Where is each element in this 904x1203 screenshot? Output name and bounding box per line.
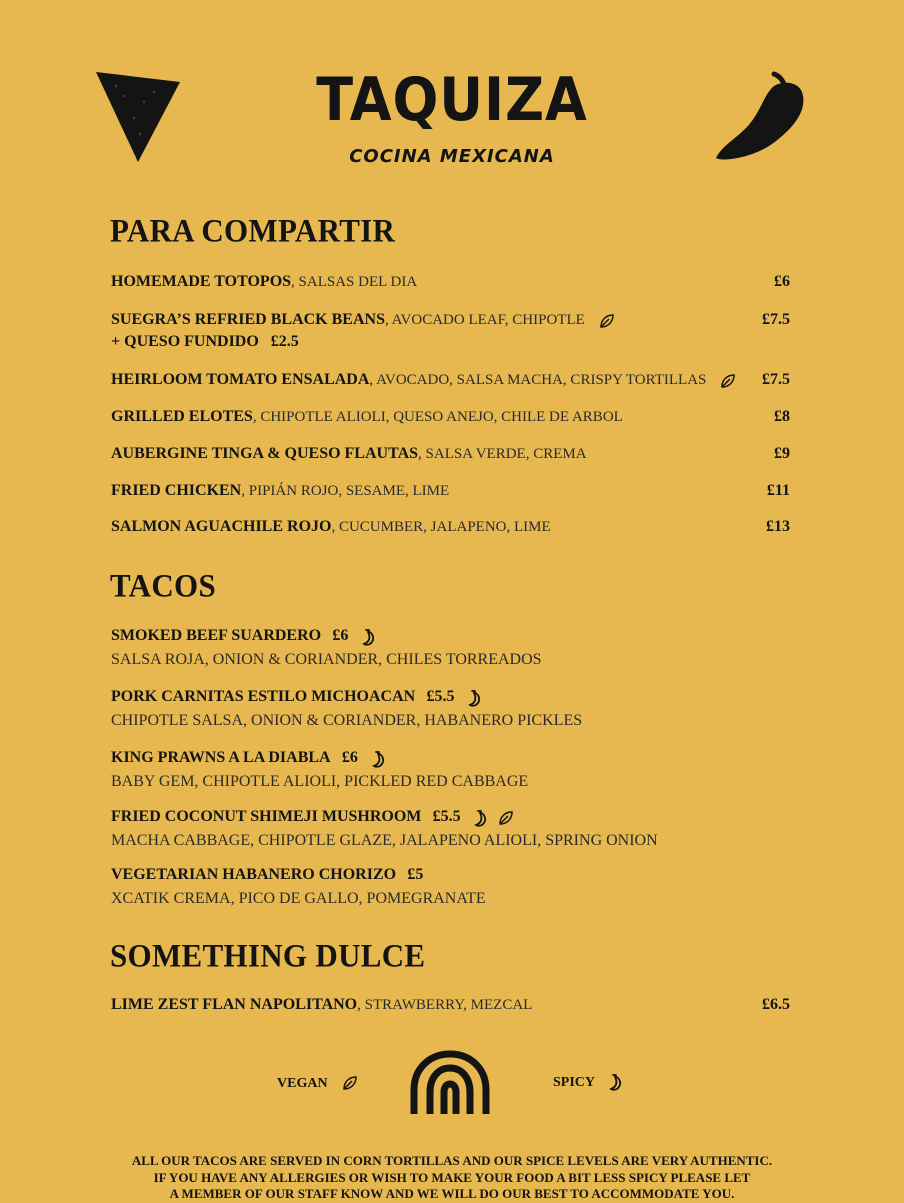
brand-tagline: COCINA MEXICANA (349, 146, 555, 167)
arch-logo-icon (408, 1050, 492, 1114)
item-extra-text: + QUESO FUNDIDO £2.5 (111, 333, 299, 350)
taco-name: SMOKED BEEF SUARDERO (111, 627, 322, 644)
item-price: £7.5 (762, 371, 790, 388)
leaf-icon (342, 1075, 358, 1091)
item-desc: , SALSA VERDE, CREMA (418, 446, 587, 462)
menu-item (111, 371, 736, 389)
legend-spicy-label: SPICY (553, 1075, 596, 1090)
taco-desc: XCATIK CREMA, PICO DE GALLO, POMEGRANATE (111, 890, 486, 907)
taco-item (111, 808, 514, 827)
taco-price: £5 (407, 866, 424, 883)
menu-item (111, 445, 587, 463)
menu-item (111, 408, 623, 426)
footer-notice (0, 1153, 904, 1203)
taco-name: KING PRAWNS A LA DIABLA (111, 749, 331, 766)
taco-desc: BABY GEM, CHIPOTLE ALIOLI, PICKLED RED CABBAGE (111, 773, 529, 790)
item-price: £13 (766, 518, 790, 535)
taco-item (111, 688, 484, 707)
item-name: HOMEMADE TOTOPOS (111, 273, 292, 290)
item-price: £6.5 (762, 996, 790, 1013)
chili-icon (474, 809, 490, 827)
item-price: £9 (774, 445, 790, 462)
footer-line: ALL OUR TACOS ARE SERVED IN CORN TORTILLAS AND OUR SPICE LEVELS ARE VERY AUTHENTIC. (131, 1153, 773, 1168)
taco-item (111, 749, 388, 768)
chili-icon (468, 689, 484, 707)
taco-item (111, 866, 423, 884)
item-desc: , AVOCADO LEAF, CHIPOTLE (384, 312, 585, 328)
item-name: GRILLED ELOTES (111, 408, 253, 425)
taco-desc-row (111, 890, 486, 908)
item-name: SUEGRA’S REFRIED BLACK BEANS (111, 311, 385, 328)
taco-price: £5.5 (432, 808, 461, 825)
taco-desc-row (111, 712, 582, 730)
menu-item (111, 273, 417, 291)
item-price: £8 (774, 408, 790, 425)
chili-icon (372, 750, 388, 768)
item-price: £11 (766, 482, 790, 499)
taco-desc-row (111, 651, 542, 669)
section-title-tacos: TACOS (110, 567, 217, 604)
item-name: LIME ZEST FLAN NAPOLITANO (111, 996, 358, 1013)
taco-desc: MACHA CABBAGE, CHIPOTLE GLAZE, JALAPENO ALIOLI, SPRING ONION (111, 832, 658, 849)
chili-icon (362, 628, 378, 646)
legend-spicy (553, 1073, 625, 1091)
taco-name: FRIED COCONUT SHIMEJI MUSHROOM (111, 808, 422, 825)
menu-item (111, 996, 532, 1014)
taco-desc: CHIPOTLE SALSA, ONION & CORIANDER, HABANERO PICKLES (111, 712, 583, 729)
item-name: AUBERGINE TINGA & QUESO FLAUTAS (111, 445, 419, 462)
item-desc: , CUCUMBER, JALAPENO, LIME (331, 519, 551, 535)
taco-price: £5.5 (426, 688, 455, 705)
section-title-compartir: PARA COMPARTIR (110, 212, 396, 249)
taco-desc: SALSA ROJA, ONION & CORIANDER, CHILES TORREADOS (111, 651, 542, 668)
item-price: £6 (774, 273, 790, 290)
leaf-icon (720, 373, 736, 389)
taco-name: PORK CARNITAS ESTILO MICHOACAN (111, 688, 416, 705)
item-desc: , CHIPOTLE ALIOLI, QUESO ANEJO, CHILE DE ARBOL (252, 409, 623, 425)
taco-item (111, 627, 378, 646)
legend-vegan (277, 1074, 358, 1092)
menu-item (111, 482, 449, 500)
item-extra (111, 333, 299, 351)
menu-item (111, 518, 551, 536)
brand-name: TAQUIZA (316, 65, 588, 135)
item-desc: , PIPIÁN ROJO, SESAME, LIME (241, 483, 450, 499)
item-price: £7.5 (762, 311, 790, 328)
item-desc: , STRAWBERRY, MEZCAL (357, 997, 533, 1013)
taco-price: £6 (341, 749, 358, 766)
item-name: HEIRLOOM TOMATO ENSALADA (111, 371, 370, 388)
menu-item (111, 311, 615, 329)
legend-vegan-label: VEGAN (277, 1076, 328, 1091)
item-desc: , SALSAS DEL DIA (291, 274, 418, 290)
taco-desc-row (111, 773, 528, 791)
item-name: SALMON AGUACHILE ROJO (111, 518, 332, 535)
footer-line: A MEMBER OF OUR STAFF KNOW AND WE WILL DO OUR BEST TO ACCOMMODATE YOU. (169, 1186, 735, 1201)
item-name: FRIED CHICKEN (111, 482, 242, 499)
taco-price: £6 (332, 627, 349, 644)
taco-name: VEGETARIAN HABANERO CHORIZO (111, 866, 397, 883)
chili-icon (609, 1073, 625, 1091)
taco-desc-row (111, 832, 658, 850)
section-title-dulce: SOMETHING DULCE (110, 937, 426, 974)
leaf-icon (599, 313, 615, 329)
footer-line: IF YOU HAVE ANY ALLERGIES OR WISH TO MAKE YOUR FOOD A BIT LESS SPICY PLEASE LET (153, 1169, 751, 1185)
leaf-icon (498, 810, 514, 826)
item-desc: , AVOCADO, SALSA MACHA, CRISPY TORTILLAS (369, 372, 707, 388)
